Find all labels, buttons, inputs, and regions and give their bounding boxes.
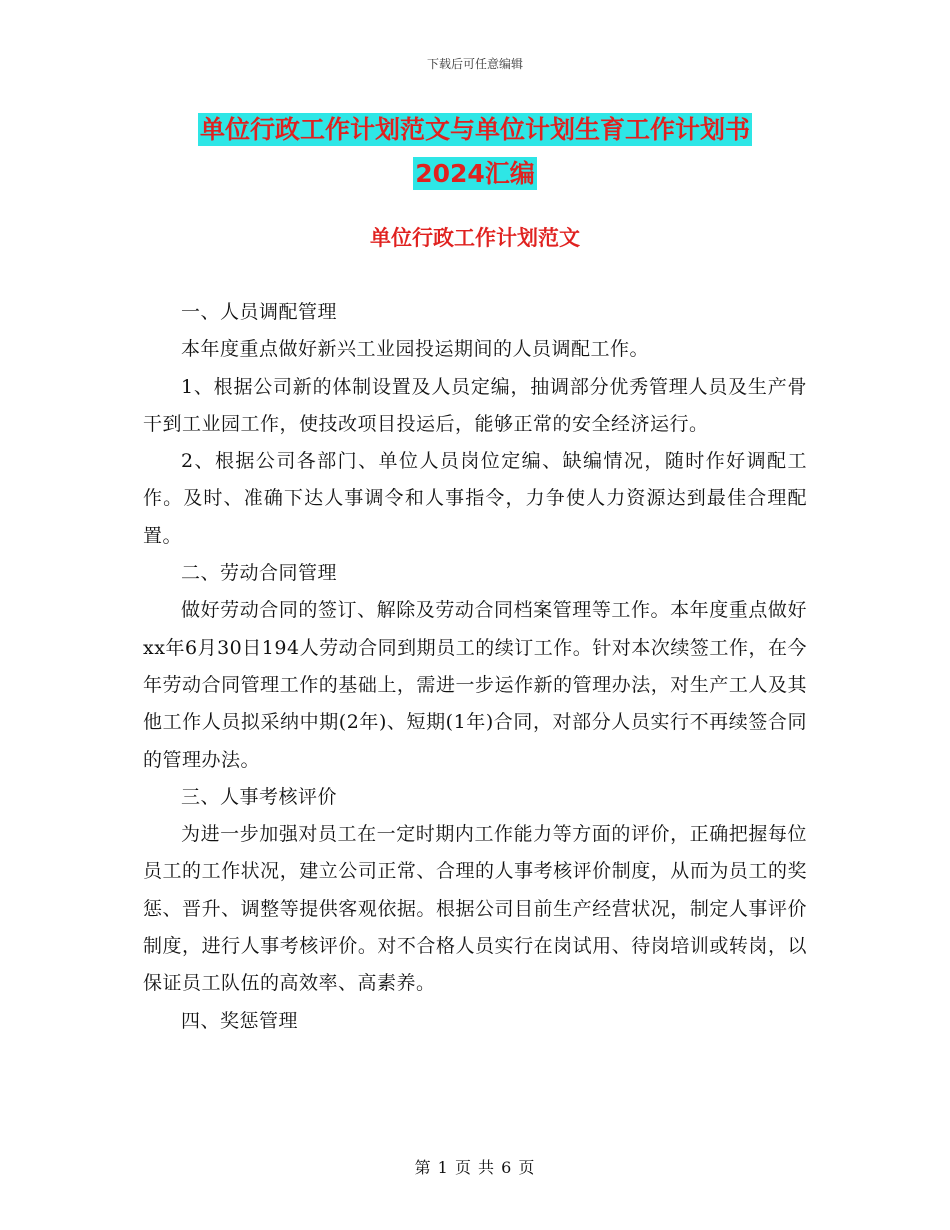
paragraph: 做好劳动合同的签订、解除及劳动合同档案管理等工作。本年度重点做好xx年6月30日194人劳动合同到期员工的续订工作。针对本次续签工作，在今年劳动合同管理工作的基础上，需进一步运作新的管理办法，对生产工人及其他工作人员拟采纳中期(2年)、短期(1年)合同，对部分人员实行不再续签合同的管理办法。 [143, 599, 807, 771]
heading-rewards-penalties: 四、奖惩管理 [181, 1009, 299, 1032]
paragraph: 本年度重点做好新兴工业园投运期间的人员调配工作。 [181, 338, 650, 361]
page-number: 第 1 页 共 6 页 [414, 1158, 536, 1177]
title-line-2: 2024汇编 [415, 159, 535, 188]
document-title [0, 108, 950, 196]
heading-labor-contract: 二、劳动合同管理 [181, 562, 338, 585]
paragraph: 2、根据公司各部门、单位人员岗位定编、缺编情况，随时作好调配工作。及时、准确下达人事调令和人事指令，力争使人力资源达到最佳合理配置。 [143, 450, 807, 547]
title-line-1: 单位行政工作计划范文与单位计划生育工作计划书 [199, 115, 750, 144]
page-header: 下载后可任意编辑 [426, 57, 523, 71]
paragraph: 为进一步加强对员工在一定时期内工作能力等方面的评价，正确把握每位员工的工作状况，建立公司正常、合理的人事考核评价制度，从而为员工的奖惩、晋升、调整等提供客观依据。根据公司目前生产经营状况，制定人事评价制度，进行人事考核评价。对不合格人员实行在岗试用、待岗培训或转岗，以保证员工队伍的高效率、高素养。 [143, 823, 807, 995]
document-body [143, 294, 807, 1040]
heading-personnel-evaluation: 三、人事考核评价 [181, 785, 338, 808]
heading-staff-allocation: 一、人员调配管理 [181, 301, 338, 323]
section-title: 单位行政工作计划范文 [370, 226, 580, 250]
paragraph: 1、根据公司新的体制设置及人员定编，抽调部分优秀管理人员及生产骨干到工业园工作，使技改项目投运后，能够正常的安全经济运行。 [143, 375, 807, 435]
